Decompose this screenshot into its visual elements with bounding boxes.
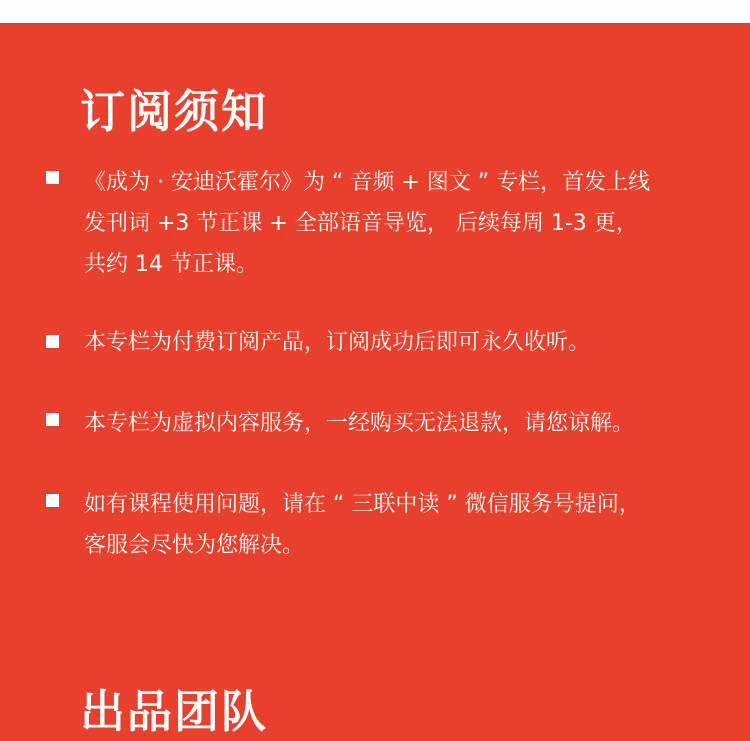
square-bullet-icon [46, 413, 59, 426]
top-border-strip [0, 0, 750, 23]
square-bullet-icon [46, 494, 59, 507]
notice-line: 《成为 · 安迪沃霍尔》为 “ 音频 + 图文 ” 专栏，首发上线 [84, 170, 651, 195]
notice-line: 本专栏为虚拟内容服务，一经购买无法退款，请您谅解。 [84, 411, 635, 436]
square-bullet-icon [46, 171, 59, 184]
notice-line: 本专栏为付费订阅产品，订阅成功后即可永久收听。 [84, 330, 591, 355]
square-bullet-icon [46, 335, 59, 348]
team-section-title: 出品团队 [80, 685, 269, 738]
notice-line: 发刊词 +3 节正课 + 全部语音导览， 后续每周 1-3 更， [84, 211, 638, 236]
notice-line: 共约 14 节正课。 [84, 252, 258, 277]
notice-item-text [84, 162, 724, 285]
notice-item-text [84, 403, 724, 444]
notice-item-text [84, 322, 724, 363]
notice-line: 如有课程使用问题，请在 “ 三联中读 ” 微信服务号提问， [84, 492, 641, 517]
notice-line: 客服会尽快为您解决。 [84, 533, 305, 558]
notice-item-text [84, 484, 724, 566]
notice-section-title: 订阅须知 [80, 85, 269, 138]
